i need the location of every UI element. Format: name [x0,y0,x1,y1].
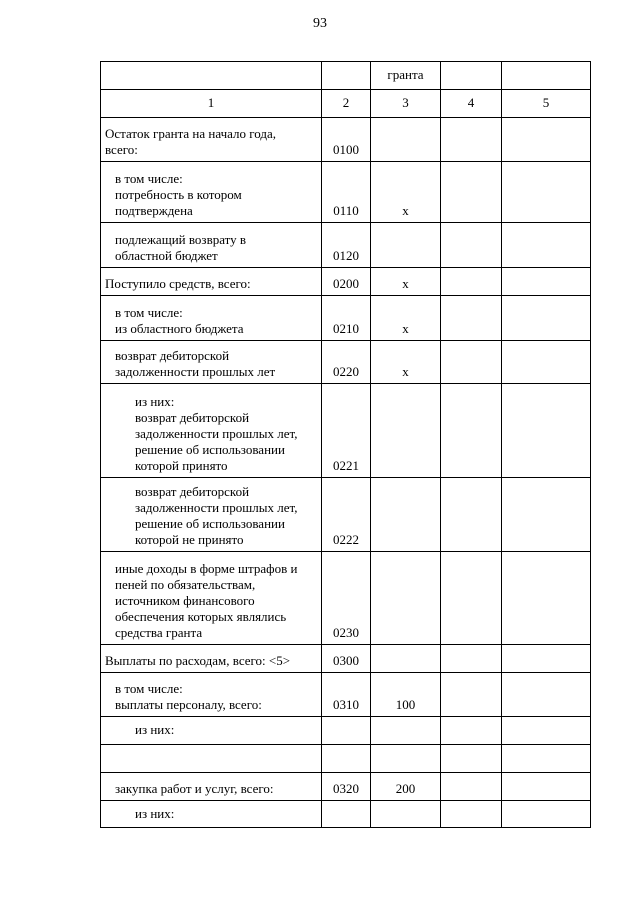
row-col4 [441,296,502,341]
table-row [101,223,591,268]
row-code [322,801,371,828]
row-col4 [441,645,502,673]
row-code: 0120 [322,223,371,268]
row-col5 [502,478,591,552]
row-code: 0210 [322,296,371,341]
header-cell-2 [322,62,371,90]
row-label: Остаток гранта на начало года, всего: [101,118,322,162]
row-col3: 200 [371,773,441,801]
table-row [101,552,591,645]
row-code: 0320 [322,773,371,801]
header-cell-5 [502,62,591,90]
row-col5 [502,801,591,828]
row-code: 0222 [322,478,371,552]
row-col3: х [371,268,441,296]
row-col5 [502,296,591,341]
col-number-3: 3 [371,90,441,118]
row-code: 0310 [322,673,371,717]
row-col5 [502,673,591,717]
table-row [101,268,591,296]
row-col5 [502,645,591,673]
row-col5 [502,341,591,384]
table-row [101,773,591,801]
row-label [101,745,322,773]
row-code: 0200 [322,268,371,296]
row-col4 [441,384,502,478]
header-cell-grant: гранта [371,62,441,90]
row-code: 0110 [322,162,371,223]
row-col4 [441,478,502,552]
row-col3 [371,801,441,828]
row-label: подлежащий возврату в областной бюджет [101,223,322,268]
row-col5 [502,717,591,745]
table-row [101,478,591,552]
row-col3 [371,645,441,673]
row-col3 [371,478,441,552]
row-code: 0100 [322,118,371,162]
col-number-2: 2 [322,90,371,118]
row-col3 [371,717,441,745]
page-number: 93 [313,16,327,31]
row-label: возврат дебиторской задолженности прошлых лет [101,341,322,384]
col-number-1: 1 [101,90,322,118]
row-col5 [502,384,591,478]
row-label: иные доходы в форме штрафов и пеней по обязательствам, источником финансового обеспечения которых являлись средства гранта [101,552,322,645]
row-col4 [441,223,502,268]
row-col5 [502,223,591,268]
row-code [322,745,371,773]
table-row [101,801,591,828]
row-col4 [441,801,502,828]
row-label: в том числе: выплаты персоналу, всего: [101,673,322,717]
header-cell-4 [441,62,502,90]
header-cell-1 [101,62,322,90]
row-col3: 100 [371,673,441,717]
row-col5 [502,268,591,296]
row-label: в том числе: потребность в котором подтверждена [101,162,322,223]
row-col3: х [371,162,441,223]
row-col3 [371,384,441,478]
col-number-5: 5 [502,90,591,118]
row-col5 [502,118,591,162]
table-row [101,341,591,384]
header-row-top [101,62,591,90]
row-col4 [441,717,502,745]
table-row [101,384,591,478]
row-col3 [371,118,441,162]
report-table [100,61,591,828]
row-col3 [371,223,441,268]
row-code: 0220 [322,341,371,384]
row-label: из них: [101,717,322,745]
table-row [101,296,591,341]
row-col4 [441,552,502,645]
header-row-numbers [101,90,591,118]
row-col4 [441,162,502,223]
row-col4 [441,118,502,162]
table-row [101,118,591,162]
row-label: из них: [101,801,322,828]
row-code: 0300 [322,645,371,673]
table-row [101,673,591,717]
row-label: возврат дебиторской задолженности прошлых лет, решение об использовании которой не принято [101,478,322,552]
row-col5 [502,745,591,773]
row-col5 [502,162,591,223]
row-code: 0230 [322,552,371,645]
row-code [322,717,371,745]
col-number-4: 4 [441,90,502,118]
row-col5 [502,552,591,645]
row-col3 [371,552,441,645]
row-label: в том числе: из областного бюджета [101,296,322,341]
row-col5 [502,773,591,801]
row-label: закупка работ и услуг, всего: [101,773,322,801]
table-row [101,717,591,745]
row-col3: х [371,341,441,384]
row-col4 [441,341,502,384]
table-row [101,645,591,673]
row-col4 [441,673,502,717]
row-col3: х [371,296,441,341]
row-col4 [441,745,502,773]
row-col4 [441,268,502,296]
row-label: Выплаты по расходам, всего: <5> [101,645,322,673]
row-col4 [441,773,502,801]
row-label: из них: возврат дебиторской задолженности прошлых лет, решение об использовании которой принято [101,384,322,478]
table-row [101,162,591,223]
table-row [101,745,591,773]
row-col3 [371,745,441,773]
row-label: Поступило средств, всего: [101,268,322,296]
row-code: 0221 [322,384,371,478]
